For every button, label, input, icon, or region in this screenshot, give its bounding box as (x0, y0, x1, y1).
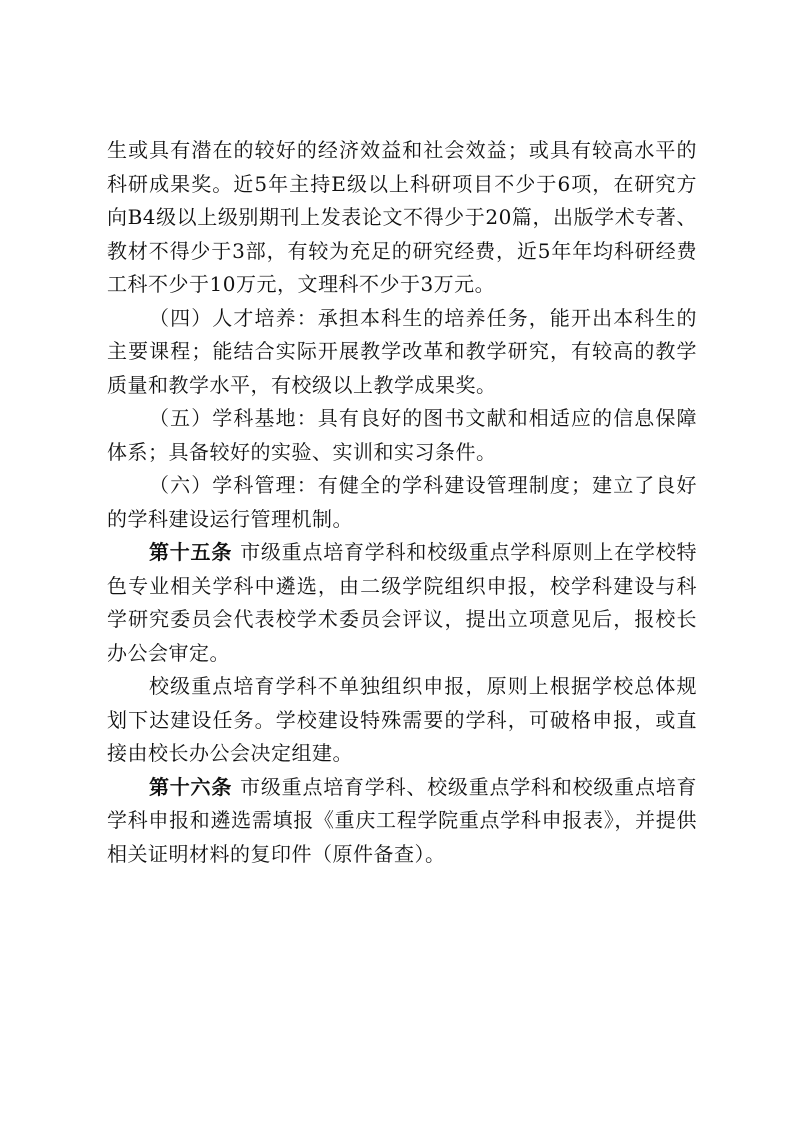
paragraph-text: 市级重点培育学科和校级重点学科原则上在学校特色专业相关学科中遴选，由二级学院组织申报，校学科建设与科学研究委员会代表校学术委员会评议，提出立项意见后，报校长办公会审定。 (107, 540, 698, 665)
paragraph-talent-cultivation (107, 302, 697, 403)
paragraph-text: （六）学科管理：有健全的学科建设管理制度；建立了良好的学科建设运行管理机制。 (107, 473, 697, 531)
paragraph-research-requirements (107, 134, 697, 302)
paragraph-text: 市级重点培育学科、校级重点学科和校级重点培育学科申报和遴选需填报《重庆工程学院重点学科申报表》，并提供相关证明材料的复印件（原件备查）。 (107, 774, 698, 866)
paragraph-discipline-management (107, 469, 697, 536)
article-sixteen (107, 771, 697, 872)
paragraph-discipline-base (107, 402, 697, 469)
document-body (107, 134, 697, 871)
paragraph-text: （五）学科基地：具有良好的图书文献和相适应的信息保障体系；具备较好的实验、实训和实习条件。 (107, 406, 697, 464)
paragraph-text: （四）人才培养：承担本科生的培养任务，能开出本科生的主要课程；能结合实际开展教学改革和教学研究，有较高的教学质量和教学水平，有校级以上教学成果奖。 (107, 305, 697, 397)
paragraph-school-level-cultivation (107, 670, 697, 771)
paragraph-text: 生或具有潜在的较好的经济效益和社会效益；或具有较高水平的科研成果奖。近5年主持E级以上科研项目不少于6项，在研究方向B4级以上级别期刊上发表论文不得少于20篇，出版学术专著、教材不得少于3部，有较为充足的研究经费，近5年年均科研经费工科不少于10万元，文理科不少于3万元。 (107, 138, 697, 296)
article-number: 第十六条 (149, 774, 233, 799)
article-number: 第十五条 (149, 540, 233, 564)
paragraph-text: 校级重点培育学科不单独组织申报，原则上根据学校总体规划下达建设任务。学校建设特殊需要的学科，可破格申报，或直接由校长办公会决定组建。 (107, 674, 697, 765)
article-fifteen (107, 536, 697, 670)
